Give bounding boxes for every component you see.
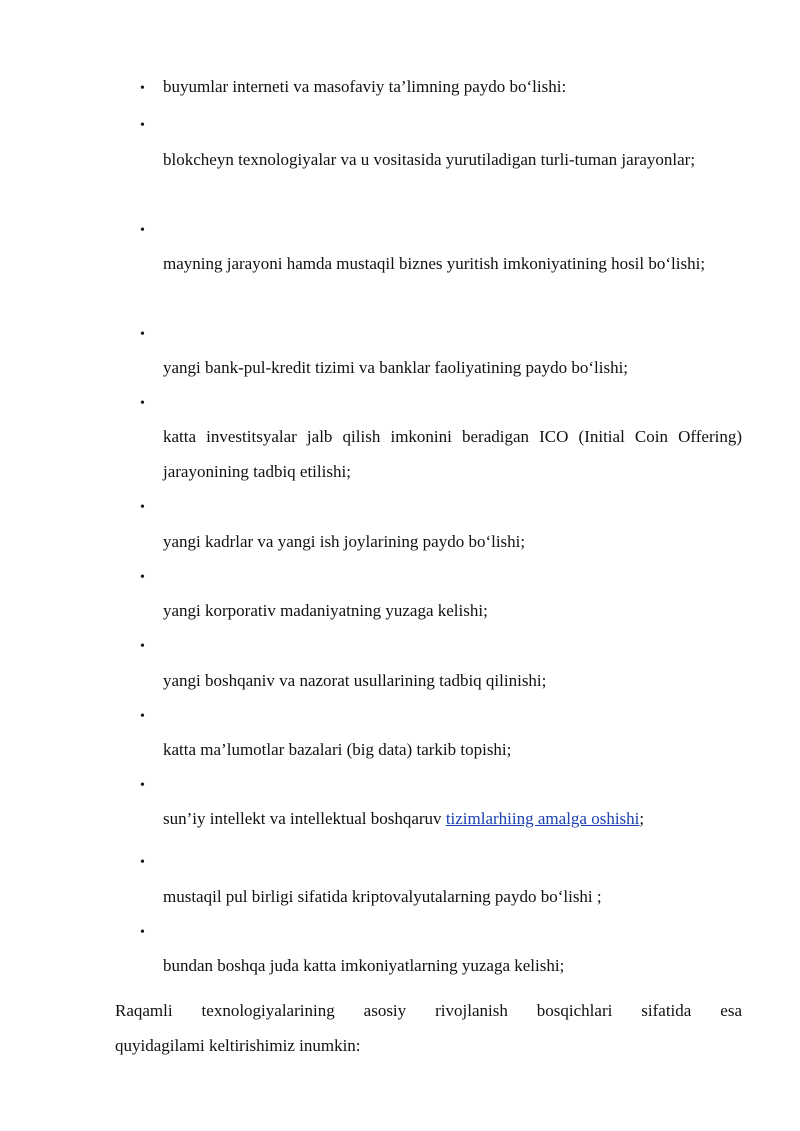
bullet-icon: • bbox=[140, 570, 145, 585]
list-item: yangi bank-pul-kredit tizimi va banklar faoliyatining paydo bo‘lishi; bbox=[163, 358, 629, 377]
list-item-text: sun’iy intellekt va intellektual boshqaruv bbox=[163, 809, 446, 828]
inline-link[interactable]: tizimlarhiing amalga oshishi bbox=[445, 809, 640, 828]
closing-paragraph bbox=[115, 993, 742, 1063]
bullet-icon: • bbox=[140, 855, 145, 870]
list-item: yangi korporativ madaniyatning yuzaga kelishi; bbox=[163, 601, 488, 620]
bullet-icon: • bbox=[140, 500, 145, 515]
bullet-icon: • bbox=[140, 778, 145, 793]
list-item: bundan boshqa juda katta imkoniyatlarning yuzaga kelishi; bbox=[163, 956, 565, 975]
list-item bbox=[163, 801, 742, 836]
bullet-icon: • bbox=[140, 81, 145, 96]
list-item: yangi boshqaniv va nazorat usullarining tadbiq qilinishi; bbox=[163, 671, 547, 690]
list-item-punctuation: ; bbox=[639, 809, 645, 828]
list-item: yangi kadrlar va yangi ish joylarining paydo bo‘lishi; bbox=[163, 532, 526, 551]
bullet-icon: • bbox=[140, 396, 145, 411]
list-item: katta investitsyalar jalb qilish imkonini beradigan ICO (Initial Coin Offering) jarayonining tadbiq etilishi; bbox=[163, 427, 742, 481]
list-item: mayning jarayoni hamda mustaqil biznes yuritish imkoniyatining hosil bo‘lishi; bbox=[163, 254, 706, 273]
bullet-icon: • bbox=[140, 118, 145, 133]
bullet-icon: • bbox=[140, 709, 145, 724]
paragraph-line: quyidagilami keltirishimiz inumkin: bbox=[115, 1036, 361, 1055]
paragraph-line: Raqamli texnologiyalarining asosiy rivojlanish bosqichlari sifatida esa bbox=[115, 1001, 742, 1020]
list-item: mustaqil pul birligi sifatida kriptovalyutalarning paydo bo‘lishi ; bbox=[163, 887, 602, 906]
list-item-text: buyumlar interneti va masofaviy ta’limning paydo bo‘lishi: bbox=[163, 77, 567, 96]
bullet-icon: • bbox=[140, 639, 145, 654]
list-item bbox=[140, 76, 742, 100]
list-item: blokcheyn texnologiyalar va u vositasida yurutiladigan turli-tuman jarayonlar; bbox=[163, 150, 696, 169]
bullet-icon: • bbox=[140, 925, 145, 940]
bullet-icon: • bbox=[140, 327, 145, 342]
bullet-icon: • bbox=[140, 223, 145, 238]
list-item: katta ma’lumotlar bazalari (big data) tarkib topishi; bbox=[163, 740, 512, 759]
